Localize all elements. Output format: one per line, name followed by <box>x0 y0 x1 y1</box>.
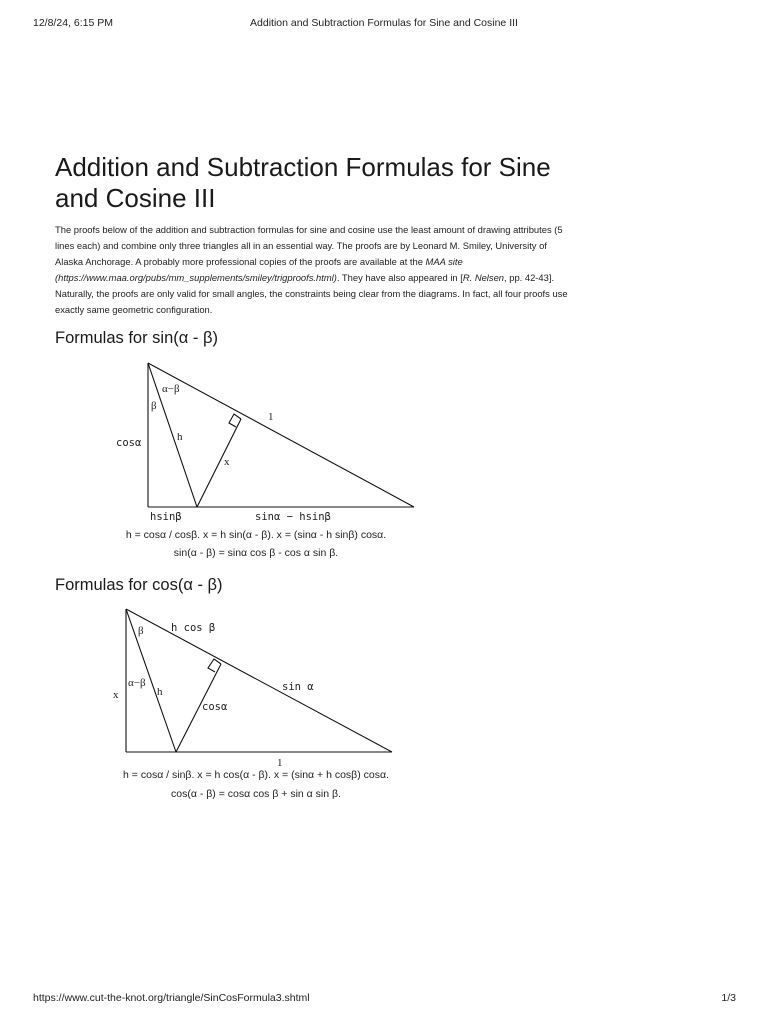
sin-diagram <box>148 363 414 507</box>
cos-label-x: x <box>113 689 119 701</box>
print-page-number: 1/3 <box>721 992 736 1004</box>
cos-equation-2: cos(α - β) = cosα cos β + sin α sin β. <box>171 788 341 800</box>
cos-section-heading: Formulas for cos(α - β) <box>55 576 223 594</box>
sin-equation-2: sin(α - β) = sinα cos β - cos α sin β. <box>173 547 339 559</box>
print-date: 12/8/24, 6:15 PM <box>33 17 113 29</box>
cos-right-angle-mark <box>208 659 221 672</box>
sin-label-sin-alpha-minus: sinα − hsinβ <box>255 511 331 523</box>
maa-site-link[interactable]: MAA site <box>425 256 463 268</box>
cos-label-beta: β <box>138 625 144 637</box>
maa-site-url: (https://www.maa.org/pubs/mm_supplements/smiley/trigproofs.html) <box>55 272 337 284</box>
cos-label-sin-alpha: sin α <box>282 681 314 693</box>
sin-right-angle-mark <box>229 414 241 427</box>
cos-label-one: 1 <box>277 757 283 769</box>
sin-label-h: h <box>177 431 183 443</box>
sin-hypotenuse <box>148 363 414 507</box>
cos-label-h-cos-beta: h cos β <box>171 622 216 634</box>
intro-text-1: The proofs below of the addition and subtraction formulas for sine and cosine use the least amount of drawing attributes (5 lines each) and combine only three triangles all in an essential way. The proofs are by Leonard M. Smiley, University of Alaska Anchorage. A probably more professional copies of the proofs are available at the <box>55 224 563 268</box>
sin-label-h-sin-beta: hsinβ <box>150 511 182 523</box>
sin-label-cos-alpha: cosα <box>116 437 142 449</box>
cos-label-alpha-minus-beta: α−β <box>128 677 146 689</box>
print-title: Addition and Subtraction Formulas for Sine and Cosine III <box>250 17 518 29</box>
sin-x-line <box>197 419 241 507</box>
cos-hypotenuse <box>126 609 392 752</box>
cos-label-h: h <box>157 686 163 698</box>
sin-label-x: x <box>224 456 230 468</box>
nelsen-link[interactable]: R. Nelsen <box>462 272 505 284</box>
sin-section-heading: Formulas for sin(α - β) <box>55 329 218 347</box>
intro-text-2: . They have also appeared in [ <box>336 272 463 284</box>
cos-label-cos-alpha: cosα <box>202 701 228 713</box>
intro-text-3: , pp. 42-43]. Naturally, the proofs are only valid for small angles, the constraints being clear from the diagrams. In fact, all four proofs use exactly same geometric configuration. <box>55 272 568 316</box>
sin-label-beta: β <box>151 400 157 412</box>
cos-diagram <box>126 609 392 752</box>
sin-label-one: 1 <box>268 411 274 423</box>
sin-label-alpha-minus-beta: α−β <box>162 383 180 395</box>
page-title: Addition and Subtraction Formulas for Sine and Cosine III <box>55 152 551 213</box>
sin-equation-1: h = cosα / cosβ. x = h sin(α - β). x = (sinα - h sinβ) cosα. <box>125 529 387 541</box>
cos-equation-1: h = cosα / sinβ. x = h cos(α - β). x = (sinα + h cosβ) cosα. <box>123 769 389 781</box>
print-url: https://www.cut-the-knot.org/triangle/SinCosFormula3.shtml <box>33 992 310 1004</box>
